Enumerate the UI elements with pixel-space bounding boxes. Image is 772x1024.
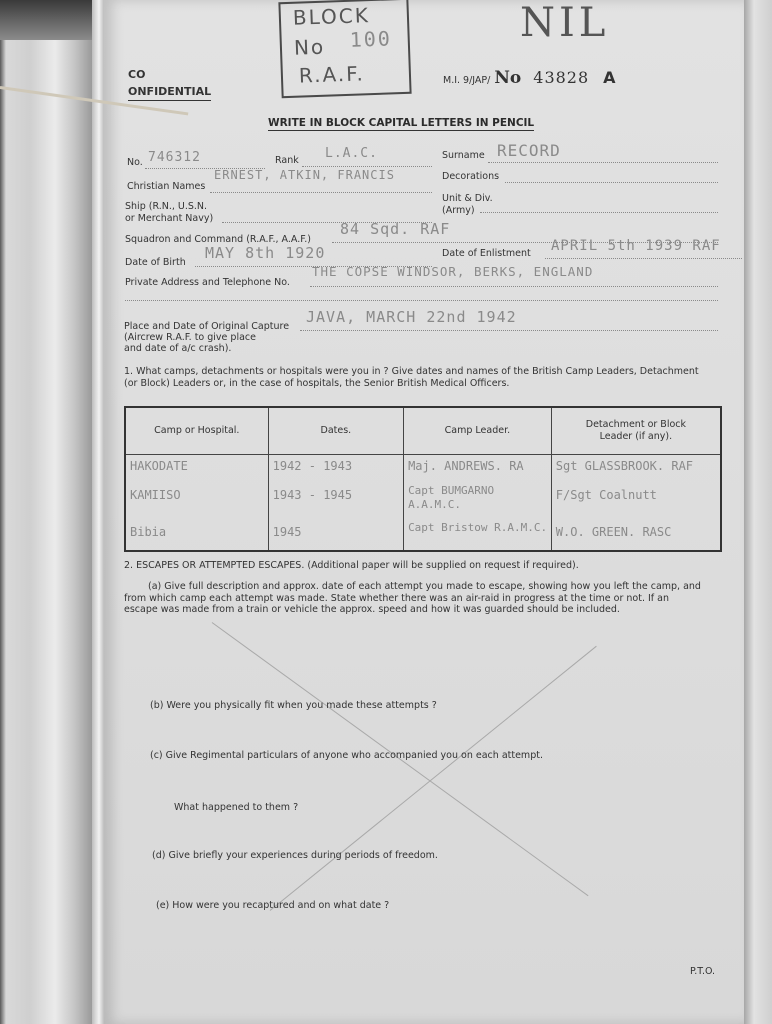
cell-camp-leader[interactable]: Capt BUMGARNO A.A.M.C. <box>404 484 552 521</box>
unit-label <box>442 193 493 217</box>
rank-label: Rank <box>275 155 299 166</box>
decorations-label: Decorations <box>442 171 500 182</box>
surname-value[interactable]: RECORD <box>497 141 561 160</box>
ship-label-2: or Merchant Navy) <box>125 213 214 224</box>
stamp-line-3: R.A.F. <box>298 61 366 88</box>
unit-label-1: Unit & Div. <box>442 193 493 204</box>
confidential-marking <box>128 66 211 101</box>
capture-label <box>124 321 289 354</box>
capture-label-1: Place and Date of Original Capture <box>124 321 290 332</box>
page-edge-right <box>742 0 772 1024</box>
address-label: Private Address and Telephone No. <box>125 277 290 288</box>
table-row <box>125 455 721 485</box>
question-2a-line-2: from which camp each attempt was made. State whether there was an air-raid in progress at the time or not. If an <box>124 592 670 604</box>
christian-names-label: Christian Names <box>127 181 206 192</box>
stamp-line-1: BLOCK <box>292 3 371 30</box>
table-row <box>125 484 721 521</box>
question-2c-followup: What happened to them ? <box>174 802 299 813</box>
nil-mark: NIL <box>520 0 610 46</box>
cell-detachment-leader[interactable]: W.O. GREEN. RASC <box>551 521 721 551</box>
reference-prefix: M.I. 9/JAP/ <box>443 75 491 86</box>
capture-label-3: and date of a/c crash). <box>124 343 232 354</box>
cell-camp[interactable]: Bibia <box>130 524 167 539</box>
cell-detachment-leader[interactable]: F/Sgt Coalnutt <box>551 484 721 521</box>
cell-dates[interactable]: 1945 <box>268 521 403 551</box>
reference-value: 43828 <box>533 68 590 87</box>
question-2-title: 2. ESCAPES OR ATTEMPTED ESCAPES. (Additional paper will be supplied on request if required). <box>124 560 579 571</box>
table-row <box>125 521 721 551</box>
question-2e: (e) How were you recaptured and on what date ? <box>156 900 390 911</box>
form-heading: WRITE IN BLOCK CAPITAL LETTERS IN PENCIL <box>268 117 535 129</box>
cell-camp-leader[interactable]: Maj. ANDREWS. RA <box>404 455 552 485</box>
stamp-line-2: No <box>293 34 326 60</box>
no-value[interactable]: 746312 <box>148 150 201 165</box>
ship-label-1: Ship (R.N., U.S.N. <box>125 201 208 212</box>
dob-label: Date of Birth <box>125 257 186 268</box>
address-value[interactable]: THE COPSE WINDSOR, BERKS, ENGLAND <box>312 264 594 279</box>
question-2a <box>124 581 701 616</box>
enlistment-value[interactable]: APRIL 5th 1939 RAF <box>551 238 721 254</box>
cell-detachment-leader[interactable]: Sgt GLASSBROOK. RAF <box>551 455 721 485</box>
surname-label: Surname <box>442 150 485 161</box>
stamp-number: 100 <box>349 26 393 52</box>
header-detachment-leader: Detachment or Block Leader (if any). <box>551 407 721 455</box>
squadron-label: Squadron and Command (R.A.F., A.A.F.) <box>125 234 311 245</box>
capture-value[interactable]: JAVA, MARCH 22nd 1942 <box>306 308 517 326</box>
question-1-line-2: (or Block) Leaders or, in the case of hospitals, the Senior British Medical Officers. <box>124 378 510 389</box>
squadron-value[interactable]: 84 Sqd. RAF <box>340 220 451 238</box>
confidential-line-1: CO <box>128 68 146 81</box>
question-2c: (c) Give Regimental particulars of anyone who accompanied you on each attempt. <box>150 750 543 761</box>
enlistment-label: Date of Enlistment <box>442 248 531 259</box>
question-1 <box>124 366 699 390</box>
cell-dates[interactable]: 1942 - 1943 <box>268 455 403 485</box>
confidential-line-2: ONFIDENTIAL <box>128 83 211 101</box>
reference-suffix: A <box>603 68 616 87</box>
cell-dates[interactable]: 1943 - 1945 <box>268 484 403 521</box>
cell-camp[interactable]: HAKODATE <box>130 459 188 473</box>
unit-label-2: (Army) <box>442 205 475 216</box>
block-stamp <box>278 0 411 98</box>
cell-camp[interactable]: KAMIISO <box>130 488 181 503</box>
header-dates: Dates. <box>268 407 403 455</box>
question-2d: (d) Give briefly your experiences during periods of freedom. <box>152 850 438 861</box>
christian-names-value[interactable]: ERNEST, ATKIN, FRANCIS <box>214 168 395 182</box>
header-camp: Camp or Hospital. <box>125 407 268 455</box>
pto-label: P.T.O. <box>690 966 716 977</box>
no-label: No. <box>127 157 143 168</box>
header-camp-leader: Camp Leader. <box>404 407 552 455</box>
question-1-line-1: 1. What camps, detachments or hospitals were you in ? Give dates and names of the British Camp Leaders, Detachment <box>124 366 699 377</box>
cell-camp-leader[interactable]: Capt Bristow R.A.M.C. <box>404 521 552 551</box>
dob-value[interactable]: MAY 8th 1920 <box>205 244 326 262</box>
rank-value[interactable]: L.A.C. <box>325 146 378 161</box>
question-2a-line-1: (a) Give full description and approx. date of each attempt you made to escape, showing how you left the camp, and <box>148 581 701 592</box>
reference-number <box>443 68 616 88</box>
binder-left <box>0 0 100 1024</box>
capture-label-2: (Aircrew R.A.F. to give place <box>124 332 256 343</box>
reference-no-label: No <box>494 68 522 88</box>
camps-table <box>124 406 722 552</box>
ship-label <box>125 201 213 225</box>
question-2b: (b) Were you physically fit when you made these attempts ? <box>150 700 437 711</box>
question-2a-line-3: escape was made from a train or vehicle the approx. speed and how it was guarded should be included. <box>124 604 620 615</box>
